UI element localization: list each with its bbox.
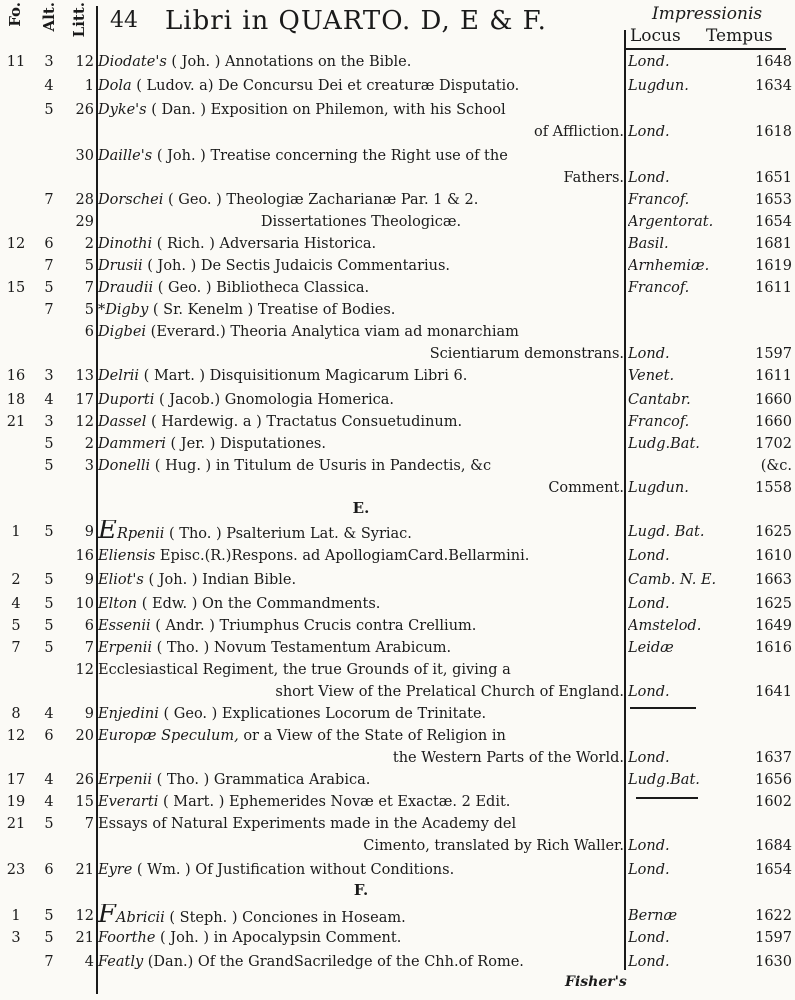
place-of-printing: Ludg.Bat. — [628, 772, 700, 788]
catchword: Fisher's — [565, 974, 627, 990]
entry-text — [98, 746, 624, 770]
author-name: Dola — [98, 78, 132, 94]
author-name: Enjedini — [98, 706, 159, 722]
place-of-printing: Lond. — [628, 750, 670, 766]
catalogue-entry — [0, 298, 795, 322]
litt-number: 26 — [75, 102, 94, 118]
year-of-printing: 1656 — [755, 772, 792, 788]
litt-number: 7 — [84, 640, 94, 656]
author-name: *Digby — [98, 302, 149, 318]
litt-number: 12 — [75, 662, 94, 678]
catalogue-entry — [0, 98, 795, 122]
year-of-printing: 1625 — [755, 524, 792, 540]
year-of-printing: 1597 — [755, 346, 792, 362]
year-of-printing: (&c. — [760, 458, 792, 474]
title-text: (Dan.) Of the GrandSacriledge of the Chh.of Rome. — [147, 954, 524, 970]
fo-number: 12 — [6, 236, 26, 252]
title-text: Fathers. — [563, 170, 624, 186]
catalogue-entry — [0, 166, 795, 190]
place-of-printing: Lugdun. — [628, 480, 689, 496]
catalogue-entry — [0, 364, 795, 388]
catalogue-entry — [0, 812, 795, 836]
year-of-printing: 1702 — [755, 436, 792, 452]
alt-number: 5 — [44, 618, 54, 634]
entry-text — [98, 50, 624, 74]
place-of-printing: Lond. — [628, 346, 670, 362]
year-of-printing: 1558 — [755, 480, 792, 496]
author-name: Dyke's — [98, 102, 147, 118]
author-name: Diodate's — [98, 54, 167, 70]
title-text: Episc.(R.)Respons. ad ApollogiamCard.Bellarmini. — [159, 548, 530, 564]
author-name: Daille's — [98, 148, 153, 164]
catalogue-entry — [0, 680, 795, 704]
litt-number: 15 — [75, 794, 94, 810]
entry-text — [98, 950, 624, 974]
fo-number: 3 — [11, 930, 21, 946]
author-name: Eliensis — [98, 548, 156, 564]
title-text: Ecclesiastical Regiment, the true Grounds of it, giving a — [98, 662, 511, 678]
alt-number: 3 — [44, 54, 54, 70]
catalogue-entry — [0, 858, 795, 882]
catalogue-entry — [0, 926, 795, 950]
entry-text — [98, 592, 624, 616]
catalogue-entry — [0, 636, 795, 660]
litt-number: 12 — [75, 908, 94, 924]
author-name: Dinothi — [98, 236, 153, 252]
title-text: ( Rich. ) Adversaria Historica. — [156, 236, 377, 252]
year-of-printing: 1625 — [755, 596, 792, 612]
catalogue-entry — [0, 592, 795, 616]
year-of-printing: 1660 — [755, 392, 792, 408]
year-of-printing: 1660 — [755, 414, 792, 430]
place-of-printing: Lugd. Bat. — [628, 524, 705, 540]
catalogue-entry — [0, 904, 795, 928]
entry-text — [98, 614, 624, 638]
place-of-printing: Francof. — [628, 414, 690, 430]
tempus-heading: Tempus — [706, 26, 773, 46]
litt-number: 29 — [75, 214, 94, 230]
entry-text — [98, 858, 624, 882]
place-of-printing: Cantabr. — [628, 392, 691, 408]
catalogue-entry — [0, 834, 795, 858]
page-number: 44 — [110, 8, 138, 33]
alt-number: 5 — [44, 280, 54, 296]
litt-number: 7 — [84, 816, 94, 832]
alt-number: 5 — [44, 102, 54, 118]
fo-number: 5 — [11, 618, 21, 634]
catalogue-entry — [0, 50, 795, 74]
fo-number: 11 — [6, 54, 26, 70]
place-of-printing: Lond. — [628, 838, 670, 854]
litt-number: 26 — [75, 772, 94, 788]
entry-text — [98, 834, 624, 858]
catalogue-entry — [0, 388, 795, 412]
place-of-printing: Lond. — [628, 54, 670, 70]
year-of-printing: 1618 — [755, 124, 792, 140]
place-of-printing: Lond. — [628, 954, 670, 970]
entry-text — [98, 364, 624, 388]
place-of-printing: Lugdun. — [628, 78, 689, 94]
catalogue-entry — [0, 120, 795, 144]
fo-number: 1 — [11, 524, 21, 540]
place-of-printing: Francof. — [628, 280, 690, 296]
litt-number: 21 — [75, 862, 94, 878]
entry-text — [98, 298, 624, 322]
alt-number: 5 — [44, 572, 54, 588]
place-of-printing: Bernæ — [628, 908, 678, 924]
place-of-printing: Lond. — [628, 596, 670, 612]
entry-text — [98, 544, 624, 568]
fo-number: 23 — [6, 862, 26, 878]
fo-number: 12 — [6, 728, 26, 744]
alt-number: 4 — [44, 772, 54, 788]
year-of-printing: 1663 — [755, 572, 792, 588]
title-text: ( Geo. ) Theologiæ Zacharianæ Par. 1 & 2. — [168, 192, 479, 208]
litt-number: 6 — [84, 324, 94, 340]
page-title: Libri in QUARTO. D, E & F. — [165, 6, 547, 36]
author-name: Erpenii — [98, 640, 152, 656]
year-of-printing: 1610 — [755, 548, 792, 564]
fo-number: 2 — [11, 572, 21, 588]
fo-number: 8 — [11, 706, 21, 722]
entry-text — [98, 520, 624, 546]
litt-number: 30 — [75, 148, 94, 164]
title-text: ( Joh. ) Annotations on the Bible. — [171, 54, 412, 70]
fo-number: 16 — [6, 368, 26, 384]
catalogue-entry — [0, 520, 795, 544]
entry-text — [98, 812, 624, 836]
fo-number: 21 — [6, 816, 26, 832]
alt-number: 6 — [44, 862, 54, 878]
entry-text — [98, 120, 624, 144]
fo-number: 15 — [6, 280, 26, 296]
litt-number: 12 — [75, 54, 94, 70]
catalogue-entry — [0, 658, 795, 682]
author-name: Elton — [98, 596, 138, 612]
title-text: ( Mart. ) Ephemerides Novæ et Exactæ. 2 Edit. — [162, 794, 511, 810]
litt-number: 1 — [84, 78, 94, 94]
catalogue-entry — [0, 188, 795, 212]
place-of-printing: Lond. — [628, 862, 670, 878]
year-of-printing: 1648 — [755, 54, 792, 70]
col-head-alt: Alt. — [40, 2, 58, 32]
year-of-printing: 1651 — [755, 170, 792, 186]
title-text: ( Mart. ) Disquisitionum Magicarum Libri 6. — [143, 368, 468, 384]
alt-number: 6 — [44, 728, 54, 744]
place-of-printing: Lond. — [628, 170, 670, 186]
title-text: Comment. — [548, 480, 624, 496]
title-text: Dissertationes Theologicæ. — [260, 214, 462, 230]
litt-number: 5 — [84, 302, 94, 318]
title-text: ( Joh. ) in Apocalypsin Comment. — [160, 930, 402, 946]
fo-number: 4 — [11, 596, 21, 612]
author-name — [98, 904, 165, 929]
title-text: ( Andr. ) Triumphus Crucis contra Crellium. — [155, 618, 477, 634]
title-text: Scientiarum demonstrans. — [429, 346, 624, 362]
place-of-printing: Leidæ — [628, 640, 674, 656]
entry-text — [98, 74, 624, 98]
title-text: ( Geo. ) Explicationes Locorum de Trinitate. — [163, 706, 487, 722]
col-head-litt: Litt. — [70, 2, 88, 38]
entry-text — [98, 790, 624, 814]
title-text: Cimento, translated by Rich Waller. — [363, 838, 624, 854]
year-of-printing: 1654 — [755, 862, 792, 878]
alt-number: 7 — [44, 302, 54, 318]
litt-number: 28 — [75, 192, 94, 208]
fo-number: 7 — [11, 640, 21, 656]
place-of-printing: Camb. N. E. — [628, 572, 717, 588]
author-name: Duporti — [98, 392, 155, 408]
year-of-printing: 1681 — [755, 236, 792, 252]
alt-number: 6 — [44, 236, 54, 252]
alt-number: 5 — [44, 930, 54, 946]
litt-number: 9 — [84, 706, 94, 722]
entry-text — [98, 568, 624, 592]
title-text: ( Hardewig. a ) Tractatus Consuetudinum. — [150, 414, 463, 430]
litt-number: 2 — [84, 436, 94, 452]
entry-text — [98, 702, 624, 726]
place-of-printing: Lond. — [628, 930, 670, 946]
title-text: ( Edw. ) On the Commandments. — [141, 596, 381, 612]
entry-text — [98, 658, 624, 682]
place-of-printing: Amstelod. — [628, 618, 702, 634]
entry-text — [98, 342, 624, 366]
place-of-printing: Arnhemiæ. — [628, 258, 710, 274]
title-text: (Everard.) Theoria Analytica viam ad monarchiam — [150, 324, 519, 340]
year-of-printing: 1641 — [755, 684, 792, 700]
impressionis-heading: Impressionis — [652, 4, 763, 24]
col-head-fo: Fo. — [6, 2, 24, 27]
title-text: or a View of the State of Religion in — [243, 728, 506, 744]
fo-number: 21 — [6, 414, 26, 430]
place-of-printing: Venet. — [628, 368, 675, 384]
author-name: Foorthe — [98, 930, 156, 946]
catalogue-entry — [0, 768, 795, 792]
year-of-printing: 1616 — [755, 640, 792, 656]
entry-text — [98, 410, 624, 434]
entry-text — [98, 232, 624, 256]
author-name: Essenii — [98, 618, 151, 634]
title-text: ( Tho. ) Novum Testamentum Arabicum. — [156, 640, 452, 656]
title-text: of Affliction. — [533, 124, 624, 140]
litt-number: 6 — [84, 618, 94, 634]
catalogue-entry — [0, 276, 795, 300]
author-name: Europæ Speculum, — [98, 728, 239, 744]
entry-text — [98, 926, 624, 950]
alt-number: 3 — [44, 368, 54, 384]
entry-text — [98, 188, 624, 212]
entry-text — [98, 680, 624, 704]
entry-text — [98, 454, 624, 478]
entry-text — [98, 388, 624, 412]
author-name: Drusii — [98, 258, 143, 274]
catalogue-entry — [0, 790, 795, 814]
alt-number: 4 — [44, 78, 54, 94]
author-rest: Rpenii — [116, 526, 165, 542]
litt-number: 7 — [84, 280, 94, 296]
title-text: ( Jacob.) Gnomologia Homerica. — [158, 392, 395, 408]
author-name: Draudii — [98, 280, 154, 296]
alt-number: 4 — [44, 706, 54, 722]
alt-number: 4 — [44, 794, 54, 810]
litt-number: 16 — [75, 548, 94, 564]
place-of-printing: Argentorat. — [628, 214, 714, 230]
title-text: ( Hug. ) in Titulum de Usuris in Pandectis, &c — [154, 458, 492, 474]
year-of-printing: 1630 — [755, 954, 792, 970]
year-of-printing: 1622 — [755, 908, 792, 924]
alt-number: 5 — [44, 524, 54, 540]
year-of-printing: 1597 — [755, 930, 792, 946]
title-text: short View of the Prelatical Church of England. — [275, 684, 624, 700]
author-name — [98, 520, 165, 545]
alt-number: 7 — [44, 954, 54, 970]
entry-text — [98, 254, 624, 278]
place-of-printing: Ludg.Bat. — [628, 436, 700, 452]
title-text: ( Jer. ) Disputationes. — [170, 436, 326, 452]
catalogue-entry — [0, 320, 795, 344]
year-of-printing: 1649 — [755, 618, 792, 634]
litt-number: 4 — [84, 954, 94, 970]
year-of-printing: 1653 — [755, 192, 792, 208]
title-text: ( Geo. ) Bibliotheca Classica. — [157, 280, 370, 296]
litt-number: 3 — [84, 458, 94, 474]
author-name: Delrii — [98, 368, 140, 384]
title-text: ( Joh. ) De Sectis Judaicis Commentarius. — [147, 258, 451, 274]
catalogue-entry — [0, 724, 795, 748]
year-of-printing: 1637 — [755, 750, 792, 766]
title-text: ( Wm. ) Of Justification without Conditions. — [136, 862, 455, 878]
litt-number: 13 — [75, 368, 94, 384]
section-heading-e: E. — [352, 499, 370, 517]
title-text: ( Joh. ) Indian Bible. — [148, 572, 297, 588]
fo-number: 18 — [6, 392, 26, 408]
title-text: ( Sr. Kenelm ) Treatise of Bodies. — [152, 302, 396, 318]
litt-number: 9 — [84, 572, 94, 588]
entry-text — [98, 144, 624, 168]
entry-text — [98, 636, 624, 660]
author-name: Dammeri — [98, 436, 166, 452]
catalogue-entry — [0, 254, 795, 278]
initial-letter: F — [98, 904, 117, 929]
title-text: the Western Parts of the World. — [392, 750, 624, 766]
author-name: Featly — [98, 954, 144, 970]
year-of-printing: 1619 — [755, 258, 792, 274]
title-text: ( Dan. ) Exposition on Philemon, with his School — [151, 102, 506, 118]
entry-text — [98, 98, 624, 122]
alt-number: 5 — [44, 458, 54, 474]
place-of-printing: Francof. — [628, 192, 690, 208]
entry-text — [98, 320, 624, 344]
fo-number: 1 — [11, 908, 21, 924]
catalogue-entry — [0, 950, 795, 974]
alt-number: 5 — [44, 436, 54, 452]
catalogue-entry — [0, 342, 795, 366]
catalogue-entry — [0, 544, 795, 568]
place-of-printing: Lond. — [628, 124, 670, 140]
year-of-printing: 1602 — [755, 794, 792, 810]
place-of-printing: Lond. — [628, 548, 670, 564]
entry-text — [98, 210, 624, 234]
title-text: ( Joh. ) Treatise concerning the Right use of the — [156, 148, 508, 164]
litt-number: 2 — [84, 236, 94, 252]
author-name: Donelli — [98, 458, 151, 474]
fo-number: 19 — [6, 794, 26, 810]
year-of-printing: 1654 — [755, 214, 792, 230]
year-of-printing: 1611 — [755, 280, 792, 296]
section-heading-f: F. — [353, 881, 369, 899]
catalogue-entry — [0, 568, 795, 592]
author-name: Everarti — [98, 794, 159, 810]
place-of-printing: Basil. — [628, 236, 669, 252]
catalogue-entry — [0, 410, 795, 434]
catalogue-entry — [0, 74, 795, 98]
entry-text — [98, 432, 624, 456]
catalogue-entry — [0, 746, 795, 770]
author-name: Erpenii — [98, 772, 152, 788]
title-text: Essays of Natural Experiments made in the Academy del — [98, 816, 517, 832]
litt-number: 21 — [75, 930, 94, 946]
alt-number: 3 — [44, 414, 54, 430]
catalogue-entry — [0, 210, 795, 234]
catalogue-entry — [0, 454, 795, 478]
entry-text — [98, 276, 624, 300]
litt-number: 17 — [75, 392, 94, 408]
initial-letter: E — [98, 520, 117, 545]
alt-number: 5 — [44, 816, 54, 832]
alt-number: 7 — [44, 258, 54, 274]
title-text: ( Tho. ) Psalterium Lat. & Syriac. — [169, 526, 412, 542]
title-text: ( Ludov. a) De Concursu Dei et creaturæ Disputatio. — [136, 78, 520, 94]
catalogue-entry — [0, 702, 795, 726]
author-rest: Abricii — [116, 910, 165, 926]
author-name: Digbei — [98, 324, 147, 340]
alt-number: 4 — [44, 392, 54, 408]
entry-text — [98, 476, 624, 500]
alt-number: 7 — [44, 192, 54, 208]
author-name: Eyre — [98, 862, 133, 878]
litt-number: 12 — [75, 414, 94, 430]
year-of-printing: 1684 — [755, 838, 792, 854]
alt-number: 5 — [44, 596, 54, 612]
locus-heading: Locus — [630, 26, 681, 46]
author-name: Dorschei — [98, 192, 164, 208]
author-name: Dassel — [98, 414, 147, 430]
alt-number: 5 — [44, 908, 54, 924]
litt-number: 5 — [84, 258, 94, 274]
author-name: Eliot's — [98, 572, 144, 588]
catalogue-entry — [0, 144, 795, 168]
year-of-printing: 1634 — [755, 78, 792, 94]
title-text: ( Tho. ) Grammatica Arabica. — [156, 772, 371, 788]
entry-text — [98, 724, 624, 748]
alt-number: 5 — [44, 640, 54, 656]
fo-number: 17 — [6, 772, 26, 788]
entry-text — [98, 768, 624, 792]
title-text: ( Steph. ) Conciones in Hoseam. — [169, 910, 406, 926]
litt-number: 20 — [75, 728, 94, 744]
year-of-printing: 1611 — [755, 368, 792, 384]
catalogue-entry — [0, 232, 795, 256]
catalogue-entry — [0, 476, 795, 500]
place-of-printing: Lond. — [628, 684, 670, 700]
litt-number: 9 — [84, 524, 94, 540]
catalogue-entry — [0, 432, 795, 456]
entry-text — [98, 166, 624, 190]
litt-number: 10 — [75, 596, 94, 612]
catalogue-entry — [0, 614, 795, 638]
